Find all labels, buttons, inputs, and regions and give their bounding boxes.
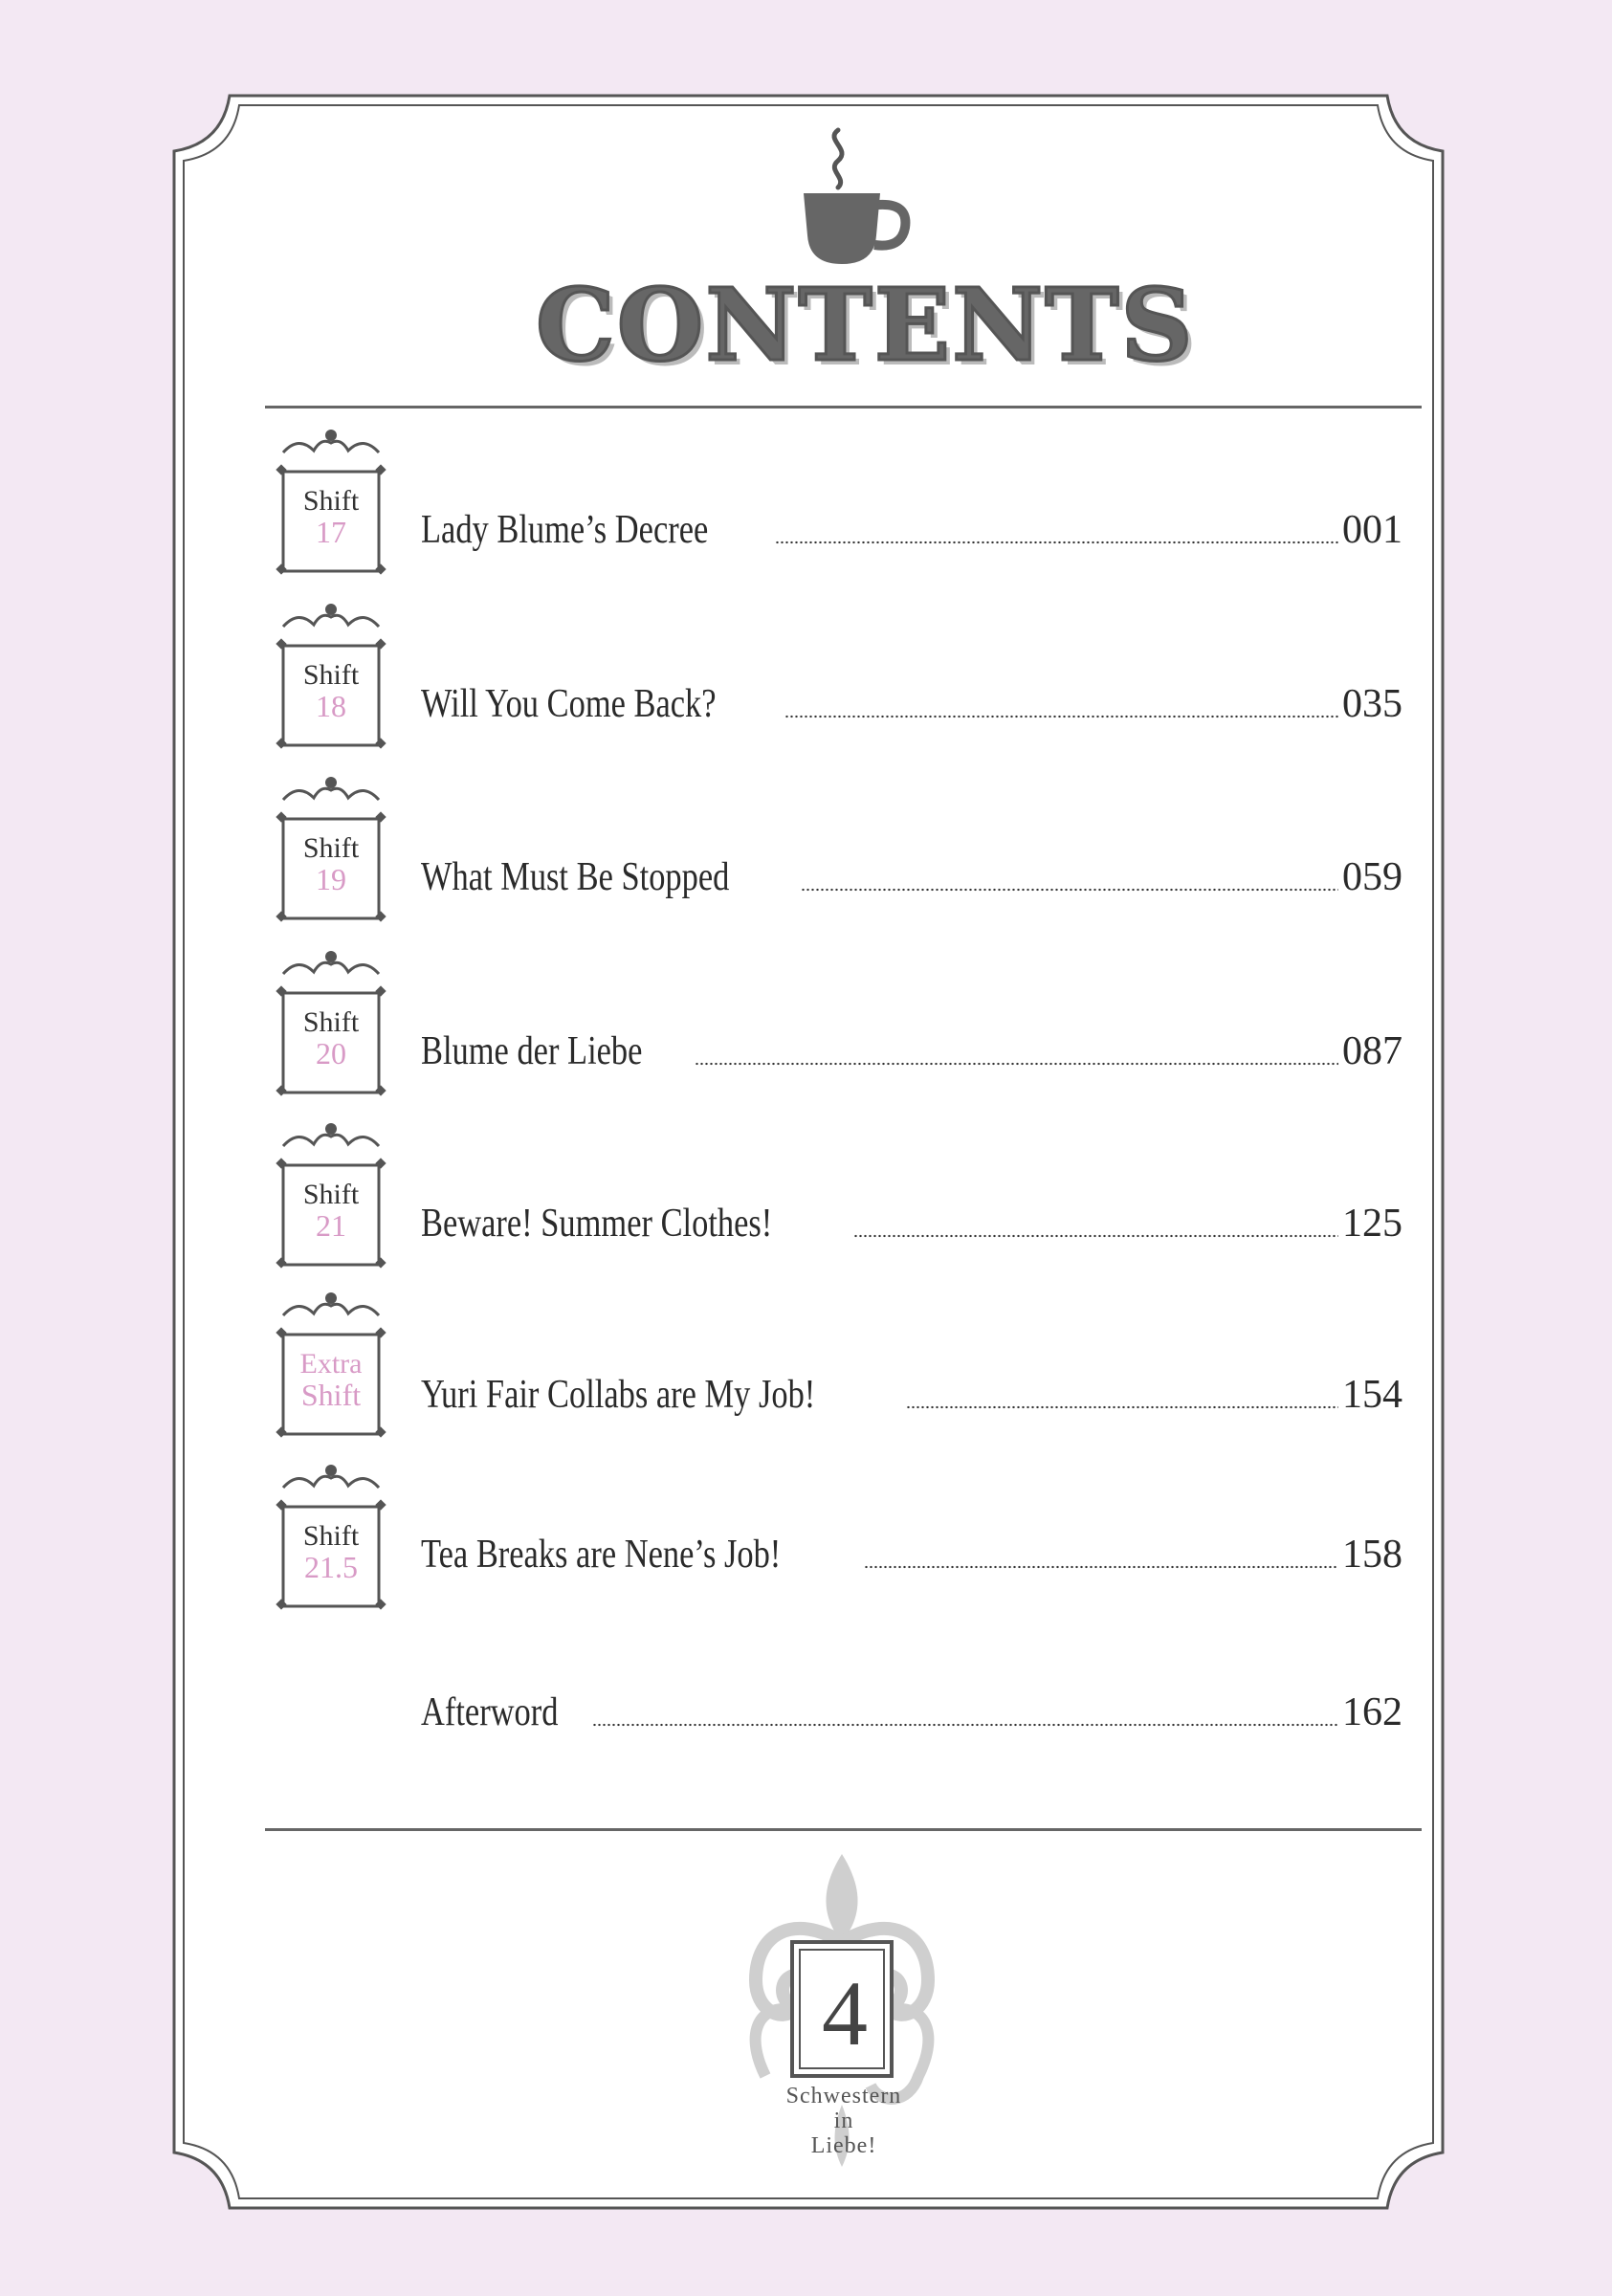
page-number: 158 — [1342, 1533, 1402, 1577]
toc-entry[interactable] — [0, 598, 1612, 770]
toc-row[interactable] — [421, 1021, 1402, 1074]
badge-number: 17 — [316, 514, 346, 549]
badge-number: 21.5 — [304, 1549, 358, 1584]
toc-entry[interactable] — [0, 771, 1612, 943]
caption-line: Schwestern — [785, 2084, 902, 2108]
coffee-cup-icon — [792, 122, 916, 266]
toc-entry[interactable] — [0, 424, 1612, 596]
page-number: 001 — [1342, 508, 1402, 552]
caption-line: in — [833, 2108, 854, 2133]
badge-label: Shift — [302, 1006, 360, 1039]
toc-row[interactable] — [421, 1364, 1402, 1418]
caption-line: Liebe! — [810, 2133, 877, 2158]
badge-number: Shift — [300, 1377, 362, 1412]
chapter-title: Tea Breaks are Nene’s Job! — [421, 1533, 782, 1577]
page-number: 059 — [1342, 855, 1402, 899]
toc-entry[interactable] — [0, 1117, 1612, 1290]
badge-number: 20 — [316, 1035, 346, 1071]
dot-leader — [695, 1062, 1338, 1066]
top-divider — [265, 406, 1422, 408]
chapter-badge — [270, 1117, 392, 1270]
page-title: CONTENTS — [536, 266, 1195, 384]
toc-entry-afterword[interactable] — [0, 1626, 1612, 1799]
chapter-badge — [270, 771, 392, 924]
chapter-badge — [270, 945, 392, 1098]
toc-entry[interactable] — [0, 1459, 1612, 1631]
badge-label: Extra — [299, 1348, 363, 1380]
chapter-title: Blume der Liebe — [421, 1029, 643, 1073]
badge-number: 19 — [316, 861, 346, 896]
toc-entry[interactable] — [0, 1287, 1612, 1459]
badge-number: 21 — [316, 1207, 346, 1243]
toc-row[interactable] — [421, 847, 1402, 900]
chapter-title: Afterword — [421, 1690, 559, 1734]
page-number: 087 — [1342, 1029, 1402, 1073]
chapter-title: Will You Come Back? — [421, 682, 717, 726]
chapter-badge — [270, 1459, 392, 1612]
badge-label: Shift — [302, 1520, 360, 1553]
volume-number: 4 — [822, 1962, 868, 2064]
dot-leader — [775, 541, 1338, 544]
chapter-title: Yuri Fair Collabs are My Job! — [421, 1373, 816, 1417]
page-number: 125 — [1342, 1202, 1402, 1246]
chapter-title: Beware! Summer Clothes! — [421, 1202, 773, 1246]
badge-label: Shift — [302, 1179, 360, 1211]
toc-row[interactable] — [421, 1682, 1402, 1735]
badge-label: Shift — [302, 832, 360, 865]
chapter-title: What Must Be Stopped — [421, 855, 730, 899]
toc-row[interactable] — [421, 1193, 1402, 1247]
dot-leader — [784, 715, 1338, 718]
page-number: 035 — [1342, 682, 1402, 726]
badge-label: Shift — [302, 485, 360, 518]
toc-entry[interactable] — [0, 945, 1612, 1117]
toc-row[interactable] — [421, 1524, 1402, 1578]
dot-leader — [906, 1405, 1338, 1409]
chapter-badge — [270, 598, 392, 751]
dot-leader — [853, 1234, 1338, 1238]
badge-label: Shift — [302, 659, 360, 692]
volume-caption — [748, 2084, 939, 2158]
bottom-divider — [265, 1828, 1422, 1831]
dot-leader — [801, 888, 1338, 892]
badge-number: 18 — [316, 688, 346, 723]
toc-row[interactable] — [421, 673, 1402, 727]
page-number: 162 — [1342, 1690, 1402, 1734]
chapter-title: Lady Blume’s Decree — [421, 508, 709, 552]
toc-row[interactable] — [421, 499, 1402, 553]
chapter-badge — [270, 1287, 392, 1440]
dot-leader — [864, 1565, 1338, 1569]
page-number: 154 — [1342, 1373, 1402, 1417]
dot-leader — [592, 1723, 1338, 1727]
chapter-badge — [270, 424, 392, 577]
